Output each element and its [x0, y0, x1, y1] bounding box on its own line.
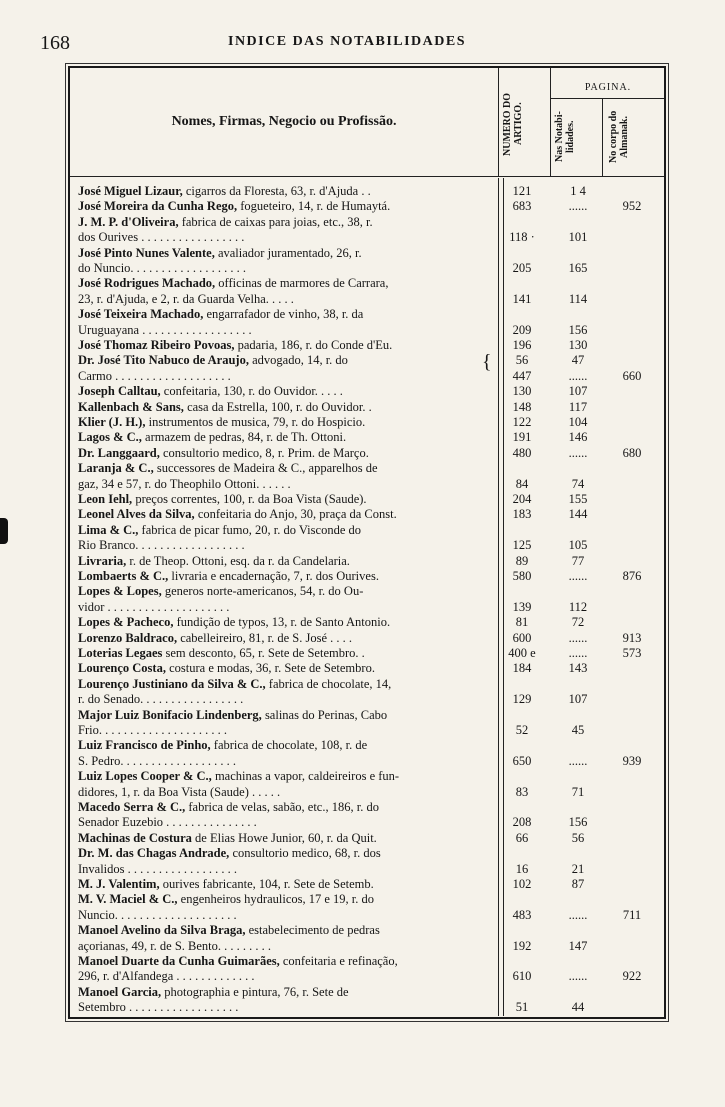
entry-description: engarrafador de vinho, 38, r. da: [203, 307, 364, 322]
notabilidades-page: 165: [568, 261, 588, 275]
index-entry-line: [78, 862, 658, 877]
entry-description: padaria, 186, r. do Conde d'Eu.: [234, 338, 393, 352]
entry-text: [78, 677, 492, 692]
article-number: 192: [512, 938, 532, 953]
entry-description: cabelleireiro, 81, r. de S. José . . . .: [177, 630, 353, 645]
entry-name: Laranja & C.,: [78, 461, 154, 476]
index-entry-line: [78, 846, 658, 861]
entry-text: [78, 230, 492, 245]
almanak-page: 711: [622, 907, 642, 922]
entry-name: M. V. Maciel & C.,: [78, 892, 178, 907]
entry-description: officinas de marmores de Carrara,: [215, 276, 389, 291]
entry-description: advogado, 14, r. do: [248, 353, 348, 368]
entry-description: gaz, 34 e 57, r. do Theophilo Ottoni. . . . . .: [78, 476, 291, 491]
index-entry-line: [78, 738, 658, 753]
index-entry-line: [78, 584, 658, 599]
entry-name: Lima & C.,: [78, 522, 139, 537]
index-entry-line: [78, 892, 658, 907]
entry-description: Rio Branco. . . . . . . . . . . . . . . . . .: [78, 538, 245, 553]
entry-text: [78, 323, 492, 338]
entry-text: [78, 461, 492, 476]
article-number: 121: [512, 184, 532, 198]
entry-name: José Moreira da Cunha Rego,: [78, 199, 238, 214]
index-entry-line: [78, 184, 658, 199]
index-entry-line: [78, 969, 658, 984]
notabilidades-page: ......: [568, 907, 588, 922]
index-entry-line: [78, 692, 658, 707]
entry-text: [78, 800, 492, 815]
entry-text: [78, 769, 492, 784]
entry-description: 23, r. d'Ajuda, e 2, r. da Guarda Velha. . . . .: [78, 291, 294, 306]
article-number: 83: [515, 784, 529, 799]
index-entry-line: [78, 723, 658, 738]
entry-text: [78, 184, 492, 199]
notabilidades-column-header: Nas Notabi- lidades.: [554, 111, 576, 163]
entry-description: preços correntes, 100, r. da Boa Vista (Saude).: [132, 492, 367, 506]
notabilidades-page: 71: [571, 784, 585, 799]
entry-name: Lorenzo Baldraco,: [78, 630, 178, 645]
entry-text: [78, 631, 492, 646]
index-entry-line: [78, 492, 658, 507]
entry-name: Dr. M. das Chagas Andrade,: [78, 846, 230, 861]
article-number: 52: [515, 723, 529, 737]
table-header: [70, 68, 664, 177]
article-number: 130: [512, 384, 532, 399]
entry-text: [78, 199, 492, 214]
entry-text: [78, 846, 492, 861]
entry-text: [78, 384, 492, 399]
entry-name: J. M. P. d'Oliveira,: [78, 214, 179, 229]
entry-description: vidor . . . . . . . . . . . . . . . . . . . .: [78, 599, 230, 614]
almanak-page: 876: [622, 569, 642, 583]
entry-text: [78, 507, 492, 522]
article-number: 125: [512, 538, 532, 553]
entry-name: Luiz Lopes Cooper & C.,: [78, 769, 212, 784]
index-entry-line: [78, 908, 658, 923]
entry-description: instrumentos de musica, 79, r. do Hospicio.: [145, 415, 366, 429]
notabilidades-page: ......: [568, 646, 588, 660]
entry-name: Lopes & Pacheco,: [78, 615, 174, 630]
index-entry-line: [78, 338, 658, 353]
entry-text: [78, 723, 492, 738]
entry-text: [78, 985, 492, 1000]
article-number: 129: [512, 692, 532, 707]
entry-description: fabrica de picar fumo, 20, r. do Visconde do: [138, 522, 361, 537]
column-rule: [550, 68, 551, 176]
entry-description: de Elias Howe Junior, 60, r. da Quit.: [191, 830, 377, 845]
notabilidades-page: 107: [568, 692, 588, 707]
entry-text: [78, 584, 492, 599]
notabilidades-page: 44: [571, 1000, 585, 1015]
article-number: 141: [512, 291, 532, 306]
entry-text: [78, 430, 492, 445]
article-number: 610: [512, 969, 532, 984]
index-table: [68, 66, 666, 1019]
entry-text: [78, 276, 492, 291]
notabilidades-page: 107: [568, 384, 588, 399]
entry-name: Livraria,: [78, 553, 127, 568]
entry-text: [78, 261, 492, 276]
entry-text: [78, 292, 492, 307]
article-number: 205: [512, 261, 532, 275]
entry-name: Kallenbach & Sans,: [78, 399, 184, 414]
entry-text: [78, 400, 492, 415]
article-number: 122: [512, 415, 532, 429]
entry-name: Machinas de Costura: [78, 830, 192, 845]
entry-text: [78, 831, 492, 846]
index-entry-line: [78, 477, 658, 492]
entry-description: estabelecimento de pedras: [245, 923, 380, 938]
notabilidades-page: ......: [568, 569, 588, 583]
article-number: 209: [512, 322, 532, 337]
entry-name: Dr. José Tito Nabuco de Araujo,: [78, 353, 249, 368]
almanak-page: 573: [622, 646, 642, 660]
entry-description: engenheiros hydraulicos, 17 e 19, r. do: [177, 892, 375, 907]
entry-name: Manoel Garcia,: [78, 984, 162, 999]
entry-name: Lopes & Lopes,: [78, 584, 162, 599]
entry-text: [78, 738, 492, 753]
entry-text: [78, 338, 492, 353]
entry-description: Nuncio. . . . . . . . . . . . . . . . . . . .: [78, 907, 237, 922]
notabilidades-page: 87: [571, 877, 585, 891]
entry-text: [78, 892, 492, 907]
entry-description: 296, r. d'Alfandega . . . . . . . . . . . . .: [78, 969, 255, 984]
entry-text: [78, 862, 492, 877]
article-number: 81: [515, 615, 529, 630]
entry-name: Manoel Duarte da Cunha Guimarães,: [78, 954, 280, 968]
notabilidades-page: ......: [568, 368, 588, 383]
index-entry-line: [78, 323, 658, 338]
article-number: 84: [515, 476, 529, 491]
entry-text: [78, 708, 492, 723]
article-column-header: NUMERO DO ARTIGO.: [502, 92, 524, 156]
article-number: 16: [515, 861, 529, 876]
entry-text: [78, 554, 492, 569]
article-number: 580: [512, 569, 532, 583]
entry-description: ourives fabricante, 104, r. Sete de Setemb.: [159, 877, 374, 891]
notabilidades-page: 143: [568, 661, 588, 676]
entry-description: Uruguayana . . . . . . . . . . . . . . . . . .: [78, 322, 252, 337]
entry-description: fabrica de caixas para joias, etc., 38, r.: [178, 214, 373, 229]
almanak-page: 680: [622, 445, 642, 460]
entry-description: fabrica de chocolate, 14,: [265, 676, 392, 691]
almanak-page: 952: [622, 199, 642, 214]
entry-description: açorianas, 49, r. de S. Bento. . . . . . . . .: [78, 938, 272, 953]
entry-description: Senador Euzebio . . . . . . . . . . . . . . .: [78, 815, 257, 830]
entry-text: [78, 307, 492, 322]
index-entry-line: [78, 785, 658, 800]
notabilidades-page: 114: [568, 291, 588, 306]
entry-description: sem desconto, 65, r. Sete de Setembro. .: [162, 646, 365, 660]
entry-text: [78, 661, 492, 676]
index-entry-line: [78, 569, 658, 584]
entry-description: do Nuncio. . . . . . . . . . . . . . . . . . .: [78, 261, 247, 275]
index-entry-line: [78, 923, 658, 938]
index-entry-line: [78, 430, 658, 445]
notabilidades-page: ......: [568, 753, 588, 768]
entry-text: [78, 477, 492, 492]
article-number: 102: [512, 877, 532, 891]
index-entry-line: [78, 708, 658, 723]
notabilidades-page: ......: [568, 199, 588, 214]
index-entry-line: [78, 815, 658, 830]
article-number: 66: [515, 830, 529, 845]
entry-description: Setembro . . . . . . . . . . . . . . . . . .: [78, 1000, 239, 1015]
entry-text: [78, 877, 492, 892]
page-edge-mark: [0, 518, 8, 544]
entry-text: [78, 692, 492, 707]
entry-text: [78, 908, 492, 923]
almanak-column-header: No corpo do Almanak.: [608, 110, 630, 164]
notabilidades-page: ......: [568, 969, 588, 984]
notabilidades-page: ......: [568, 445, 588, 460]
index-entry-line: [78, 877, 658, 892]
entry-description: dos Ourives . . . . . . . . . . . . . . . . .: [78, 230, 245, 245]
index-entry-line: [78, 446, 658, 461]
notabilidades-page: 47: [571, 353, 585, 368]
notabilidades-page: 146: [568, 430, 588, 445]
entry-description: generos norte-americanos, 54, r. do Ou-: [161, 584, 364, 599]
entry-name: M. J. Valentim,: [78, 877, 160, 891]
entry-name: Lourenço Costa,: [78, 661, 166, 676]
index-entry-line: [78, 954, 658, 969]
article-number: 89: [515, 553, 529, 568]
entry-name: Loterias Legaes: [78, 646, 163, 660]
article-number: 118 ·: [509, 230, 535, 245]
entry-text: [78, 246, 492, 261]
article-number: 196: [512, 338, 532, 352]
index-entry-line: [78, 292, 658, 307]
index-entry-line: [78, 230, 658, 245]
index-entry-line: [78, 353, 658, 368]
entry-name: José Rodrigues Machado,: [78, 276, 216, 291]
index-entry-line: [78, 985, 658, 1000]
article-number: 204: [512, 492, 532, 506]
notabilidades-page: 105: [568, 538, 588, 553]
entry-name: Lombaerts & C.,: [78, 569, 169, 583]
article-number: 400 e: [508, 646, 536, 660]
notabilidades-page: 72: [571, 615, 585, 630]
entry-description: costura e modas, 36, r. Sete de Setembro.: [165, 661, 375, 676]
notabilidades-page: 56: [571, 830, 585, 845]
entry-description: didores, 1, r. da Boa Vista (Saude) . . . . .: [78, 784, 281, 799]
index-entry-line: [78, 1000, 658, 1015]
entry-text: [78, 939, 492, 954]
notabilidades-page: 156: [568, 815, 588, 830]
entry-text: [78, 215, 492, 230]
article-number: 56: [515, 353, 529, 368]
entry-description: Carmo . . . . . . . . . . . . . . . . . . .: [78, 368, 231, 383]
entry-text: [78, 569, 492, 584]
entry-name: Joseph Calltau,: [78, 384, 161, 399]
entry-description: livraria e encadernação, 7, r. dos Ourives.: [168, 569, 379, 583]
notabilidades-page: 117: [568, 399, 588, 414]
notabilidades-page: ......: [568, 630, 588, 645]
entry-description: r. de Theop. Ottoni, esq. da r. da Candelaria.: [126, 553, 350, 568]
entry-name: Luiz Francisco de Pinho,: [78, 738, 211, 753]
entry-description: consultorio medico, 8, r. Prim. de Março.: [159, 445, 369, 460]
index-entry-line: [78, 384, 658, 399]
entry-text: [78, 754, 492, 769]
entry-text: [78, 954, 492, 969]
index-entry-line: [78, 631, 658, 646]
entry-description: consultorio medico, 68, r. dos: [229, 846, 381, 861]
index-entry-line: [78, 461, 658, 476]
notabilidades-page: 104: [568, 415, 588, 429]
notabilidades-page: 77: [571, 553, 585, 568]
index-entry-line: [78, 754, 658, 769]
article-number: 447: [512, 368, 532, 383]
entry-text: [78, 615, 492, 630]
entry-description: Invalidos . . . . . . . . . . . . . . . . . .: [78, 861, 238, 876]
entry-description: fundição de typos, 13, r. de Santo Antonio.: [173, 615, 391, 630]
index-entry-line: [78, 523, 658, 538]
notabilidades-page: 101: [568, 230, 588, 245]
article-number: 183: [512, 507, 532, 522]
index-entry-line: [78, 415, 658, 430]
article-number: 600: [512, 630, 532, 645]
article-number: 208: [512, 815, 532, 830]
entry-text: [78, 523, 492, 538]
entry-description: cigarros da Floresta, 63, r. d'Ajuda . .: [182, 184, 371, 198]
index-entry-line: [78, 677, 658, 692]
index-entry-line: [78, 369, 658, 384]
index-entry-line: [78, 215, 658, 230]
notabilidades-page: 147: [568, 938, 588, 953]
entry-description: successores de Madeira & C., apparelhos de: [153, 461, 378, 476]
entry-description: confeitaria e refinação,: [279, 954, 398, 968]
entry-description: fogueteiro, 14, r. de Humaytá.: [237, 199, 391, 214]
names-column-header: Nomes, Firmas, Negocio ou Profissão.: [171, 114, 397, 129]
entry-text: [78, 923, 492, 938]
entry-name: Lourenço Justiniano da Silva & C.,: [78, 676, 266, 691]
entry-text: [78, 415, 492, 430]
entry-description: Frio. . . . . . . . . . . . . . . . . . . . .: [78, 723, 227, 737]
entry-text: [78, 646, 492, 661]
entry-name: José Miguel Lizaur,: [78, 184, 183, 198]
entry-text: [78, 969, 492, 984]
article-number: 148: [512, 399, 532, 414]
index-entry-line: [78, 939, 658, 954]
entry-description: confeitaria do Anjo, 30, praça da Const.: [194, 507, 397, 522]
index-entry-line: [78, 554, 658, 569]
entry-description: photographia e pintura, 76, r. Sete de: [161, 984, 349, 999]
running-head: INDICE DAS NOTABILIDADES: [228, 34, 467, 49]
index-entry-line: [78, 276, 658, 291]
index-entry-line: [78, 538, 658, 553]
almanak-page: 922: [622, 969, 642, 984]
entry-description: armazem de pedras, 84, r. de Th. Ottoni.: [141, 430, 347, 445]
entry-description: S. Pedro. . . . . . . . . . . . . . . . . . .: [78, 753, 236, 768]
pagina-header: PAGINA.: [584, 82, 632, 93]
entry-description: casa da Estrella, 100, r. do Ouvidor. .: [183, 399, 372, 414]
article-number: 191: [512, 430, 532, 445]
almanak-page: 913: [622, 630, 642, 645]
notabilidades-page: 155: [568, 492, 588, 506]
index-entry-line: [78, 800, 658, 815]
entry-text: [78, 815, 492, 830]
entry-text: [78, 600, 492, 615]
almanak-page: 939: [622, 753, 642, 768]
entry-name: José Pinto Nunes Valente,: [78, 245, 215, 260]
index-entry-line: [78, 600, 658, 615]
index-entry-line: [78, 400, 658, 415]
notabilidades-page: 112: [568, 599, 588, 614]
index-entry-line: [78, 199, 658, 214]
page-number: 168: [40, 32, 70, 54]
entry-text: [78, 785, 492, 800]
notabilidades-page: 1 4: [570, 184, 586, 198]
entry-name: Dr. Langgaard,: [78, 445, 160, 460]
entry-description: machinas a vapor, caldeireiros e fun-: [211, 769, 400, 784]
entry-name: Klier (J. H.),: [78, 415, 146, 429]
entry-text: [78, 369, 492, 384]
brace-mark: {: [482, 351, 492, 373]
article-number: 480: [512, 445, 532, 460]
entry-text: [78, 1000, 492, 1015]
entry-name: Leon Iehl,: [78, 492, 133, 506]
article-number: 650: [512, 753, 532, 768]
index-entry-line: [78, 646, 658, 661]
article-number: 184: [512, 661, 532, 676]
entry-description: r. do Senado. . . . . . . . . . . . . . . . .: [78, 692, 244, 707]
index-entry-line: [78, 615, 658, 630]
index-entry-line: [78, 661, 658, 676]
column-rule: [602, 98, 603, 176]
index-entry-line: [78, 831, 658, 846]
pagina-rule: [550, 98, 664, 99]
index-entry-line: [78, 246, 658, 261]
entry-text: [78, 538, 492, 553]
notabilidades-page: 144: [568, 507, 588, 522]
entry-name: Leonel Alves da Silva,: [78, 507, 195, 522]
notabilidades-page: 74: [571, 476, 585, 491]
index-entry-line: [78, 307, 658, 322]
article-number: 139: [512, 599, 532, 614]
entry-description: avaliador juramentado, 26, r.: [214, 245, 362, 260]
article-number: 51: [515, 1000, 529, 1015]
entry-name: José Thomaz Ribeiro Povoas,: [78, 338, 235, 352]
article-number: 483: [512, 907, 532, 922]
almanak-page: 660: [622, 368, 642, 383]
entry-name: Manoel Avelino da Silva Braga,: [78, 923, 246, 938]
entry-text: [78, 353, 492, 368]
entry-name: José Teixeira Machado,: [78, 307, 204, 322]
index-entry-line: [78, 769, 658, 784]
entry-name: Lagos & C.,: [78, 430, 142, 445]
entry-name: Macedo Serra & C.,: [78, 800, 186, 814]
entry-text: [78, 446, 492, 461]
column-rule: [498, 68, 499, 176]
notabilidades-page: 130: [568, 338, 588, 352]
entry-description: fabrica de velas, sabão, etc., 186, r. do: [185, 800, 379, 814]
notabilidades-page: 45: [571, 723, 585, 737]
index-entry-line: [78, 507, 658, 522]
entry-description: fabrica de chocolate, 108, r. de: [210, 738, 368, 753]
entry-name: Major Luiz Bonifacio Lindenberg,: [78, 707, 262, 722]
entry-description: salinas do Perinas, Cabo: [261, 707, 388, 722]
notabilidades-page: 156: [568, 322, 588, 337]
index-entry-line: [78, 261, 658, 276]
entry-text: [78, 492, 492, 507]
entry-description: confeitaria, 130, r. do Ouvidor. . . . .: [160, 384, 343, 399]
article-number: 683: [512, 199, 532, 214]
notabilidades-page: 21: [571, 861, 585, 876]
